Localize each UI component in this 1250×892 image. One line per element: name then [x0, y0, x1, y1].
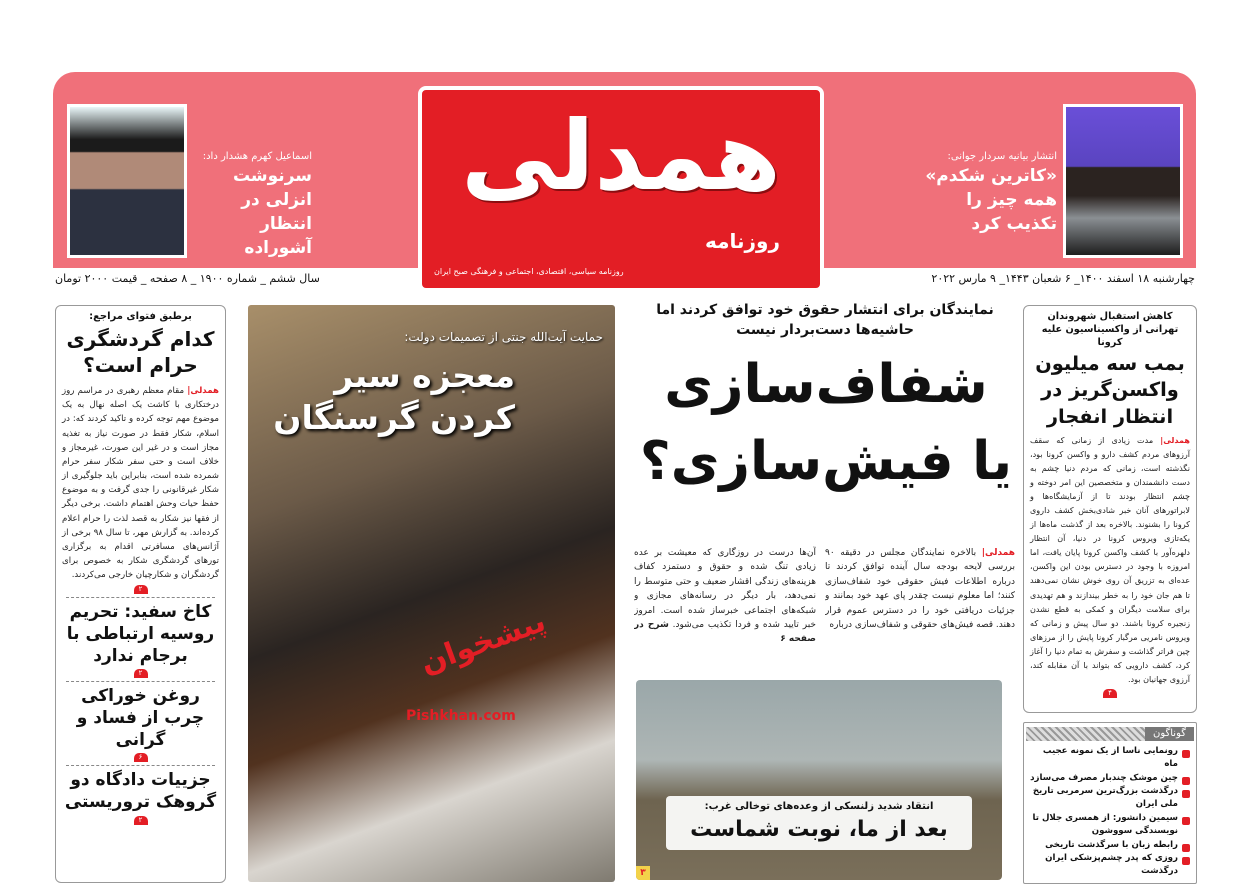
- headline-item[interactable]: کاخ سفید: تحریم روسیه ارتباطی با برجام ندارد: [66, 601, 215, 666]
- misc-item[interactable]: درگذشت بزرگ‌ترین سرمربی تاریخ ملی ایران: [1028, 785, 1192, 812]
- zelensky-photo[interactable]: [636, 680, 1002, 880]
- misc-item[interactable]: سیمین دانشور: از همسری جلال تا نویسندگی سووشون: [1028, 812, 1192, 839]
- article-body: مقام معظم رهبری در مراسم روز درختکاری با کاشت یک اصله نهال به یک موضوع مهم توجه کرده و تاکید کردند که: در اسلام، شکار فقط در صورت نیاز به تغذیه مجاز است و در غیر این صورت، غیرمجاز و خلاف است و حتی سفر شکار سفر حرام شمرده شده است، بنابراین باید جلوگیری از شکار غیرقانونی را جدی گرفت و به موضوع حفظ حیات وحش اهتمام داشت. برخی دیگر از فقها نیز شکار به قصد لذت را حرام اعلام کرده‌اند. به گزارش مهر، تا سال ۹۸ برخی از آژانس‌های مسافرتی اقدام به برگزاری تورهای گردشگری شکار به خصوص برای گردشگران و شکارچیان خارجی می‌کردند.: [62, 386, 219, 581]
- headline-item[interactable]: جزییات دادگاه دو گروهک تروریستی: [64, 770, 217, 813]
- teaser-headline: «کاترین شکدم» همه چیز را تکذیب کرد: [925, 166, 1057, 234]
- source-tag: همدلی|: [1160, 435, 1190, 445]
- issue-line: سال ششم _ شماره ۱۹۰۰ _ ۸ صفحه _ قیمت ۲۰۰۰ تومان: [55, 272, 320, 285]
- tagline: روزنامه سیاسی، اقتصادی، اجتماعی و فرهنگی صبح ایران: [434, 267, 624, 276]
- photo-kicker: انتقاد شدید زلنسکی از وعده‌های توخالی غرب:: [704, 801, 934, 812]
- right-column: [1023, 305, 1197, 713]
- article-body: آن‌ها درست در روزگاری که معیشت بر عده زیادی تنگ شده و حقوق و دستمزد کفاف هزینه‌های زندگی اقشار ضعیف و حتی متوسط را نمی‌دهد، بار دیگر در رسانه‌های مجازی و شبکه‌های اجتماعی خبرساز شده است. امروز خبر تایید شده و فردا تکذیب می‌شود.: [634, 548, 816, 630]
- lead-body-left: [634, 546, 816, 674]
- lead-headline-box: [636, 346, 1016, 538]
- headline-item[interactable]: روغن خوراکی چرب از فساد و گرانی: [76, 685, 205, 751]
- logo-word: روزنامه: [705, 229, 780, 253]
- misc-item[interactable]: رابطه زبان با سرگذشت تاریخی: [1028, 839, 1192, 852]
- lead-body-right: [825, 546, 1015, 674]
- kicker: برطبق فتوای مراجع:: [89, 311, 192, 322]
- continued-link[interactable]: شرح در صفحه ۶: [634, 619, 816, 645]
- page-marker: ۲: [134, 585, 148, 594]
- watermark-url: Pishkhan.com: [406, 708, 516, 724]
- date-line: چهارشنبه ۱۸ اسفند ۱۴۰۰_ ۶ شعبان ۱۴۴۳_ ۹ مارس ۲۰۲۲: [931, 272, 1195, 285]
- teaser-kicker: انتشار بیانیه سردار جوانی:: [947, 151, 1057, 162]
- misc-item[interactable]: چین موشک چندبار مصرف می‌سازد: [1028, 772, 1192, 785]
- misc-item[interactable]: روزی که پدر چشم‌پزشکی ایران درگذشت: [1028, 852, 1192, 879]
- watermark: پیشخوان: [415, 603, 551, 682]
- headline[interactable]: کدام گردشگری حرام است؟: [66, 327, 215, 377]
- article-body: بالاخره نمایندگان مجلس در دقیقه ۹۰ بررسی لایحه بودجه سال آینده توافق کردند تا درباره اطلاعات فیش حقوقی خود شفاف‌سازی کنند؛ اما معلوم نیست چقدر پای عهد خود بمانند و جزئیات دریافتی خود را در دسترس عموم قرار دهند. قصه فیش‌های حقوقی و شفاف‌سازی درباره: [825, 548, 1015, 630]
- photo-kicker: حمایت آیت‌الله جنتی از تصمیمات دولت:: [404, 330, 603, 344]
- photo-headline: معجزه سیر کردن گرسنگان: [273, 356, 515, 437]
- page-marker: ۶: [134, 753, 148, 762]
- teaser-left[interactable]: [192, 150, 312, 260]
- page-marker: ۴: [1103, 689, 1117, 698]
- teaser-kicker: اسماعیل کهرم هشدار داد:: [202, 151, 312, 162]
- headline[interactable]: بمب سه میلیون واکسن‌گریز در انتظار انفجار: [1035, 352, 1185, 428]
- kicker: کاهش استقبال شهروندان تهرانی از واکسیناسیون علیه کرونا: [1041, 311, 1179, 349]
- left-column: [55, 305, 226, 883]
- misc-item[interactable]: رونمایی ناسا از یک نمونه عجیب ماه: [1028, 745, 1192, 772]
- teaser-photo-right[interactable]: [1063, 104, 1183, 258]
- zelensky-caption: [666, 796, 972, 850]
- teaser-photo-left[interactable]: [67, 104, 187, 258]
- photo-headline: بعد از ما، نوبت شماست: [690, 817, 948, 842]
- teaser-right[interactable]: [925, 150, 1057, 236]
- source-tag: همدلی|: [981, 548, 1015, 558]
- section-title: گوناگون: [1145, 727, 1194, 741]
- page-marker: ۳: [636, 866, 650, 880]
- logo-text: همدلی: [461, 100, 781, 212]
- misc-news-box: [1023, 722, 1197, 884]
- main-photo[interactable]: [248, 305, 615, 882]
- source-tag: همدلی|: [187, 386, 219, 396]
- lead-headline[interactable]: شفاف‌سازی یا فیش‌سازی؟: [639, 353, 1013, 493]
- article-body: مدت زیادی از زمانی که سقف آرزوهای مردم کشف دارو و واکسن کرونا بود، نگذشته است، زمانی که مردم دنیا چشم به دست دانشمندان و متخصصین این امر دوخته و چشم انتظار بودند تا از آزمایشگاه‌ها و لابراتورهای آنان خبر شادی‌بخش کشف داروی کرونا را بشنوند. بالاخره بعد از گذشت ماه‌ها از یکه‌تازی ویروس کرونا در دنیا، آن انتظار دلهره‌آور با کشف واکسن کرونا پایان یافت، اما امروزه با وجود در دسترس بودن این واکسن، عده‌ای به تزریق آن روی خوش نشان نمی‌دهند تا هم جان خود را به خطر بیندازند و هم تهدیدی برای سلامت دیگران و کمکی به قطع نشدن زنجیره کرونا باشند. دو سال پیش و زمانی که ویروس نامریی مرگبار کرونا پایش را از مرزهای چین فراتر گذاشت و سفرش به تمام دنیا را آغاز کرد، کشف دارویی که بتواند با آن مقابله کند، آرزوی جهانیان بود.: [1030, 435, 1190, 684]
- lead-kicker: نمایندگان برای انتشار حقوق خود توافق کردند اما حاشیه‌ها دست‌بردار نیست: [656, 302, 994, 338]
- page-marker: ۲: [134, 669, 148, 678]
- teaser-headline: سرنوشت انزلی در انتظار آشوراده: [232, 166, 312, 258]
- newspaper-logo: [418, 86, 824, 292]
- page-marker: ۲: [134, 816, 148, 825]
